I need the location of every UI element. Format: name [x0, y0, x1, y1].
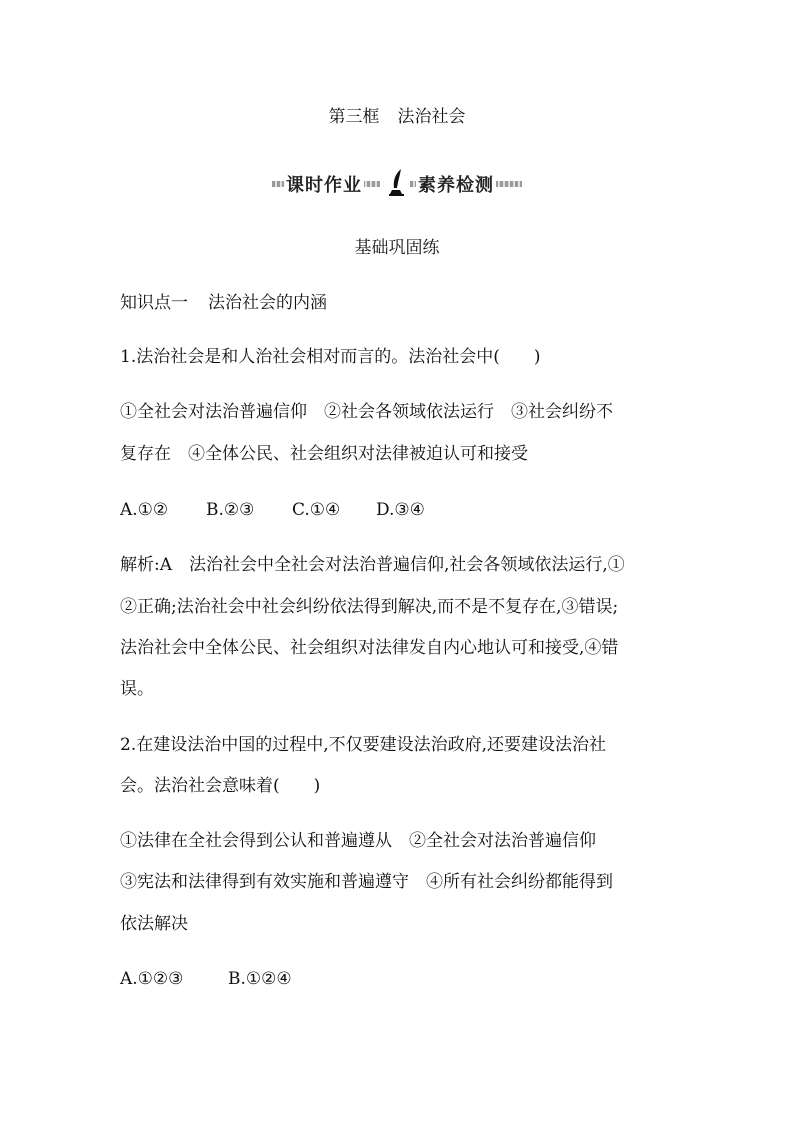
- option-c[interactable]: C.①④: [292, 500, 341, 520]
- question-2-statement-line: ③宪法和法律得到有效实施和普遍遵守 ④所有社会纠纷都能得到: [120, 872, 613, 892]
- quill-pen-icon: [384, 168, 410, 198]
- knowledge-point-label: 知识点一: [120, 293, 188, 313]
- question-1-analysis-line: ②正确;法治社会中社会纠纷依法得到解决,而不是不复存在,③错误;: [120, 597, 619, 617]
- question-1-analysis-line: 误。: [120, 679, 154, 699]
- knowledge-point-heading: [120, 292, 680, 314]
- question-1-statement-line: 复存在 ④全体公民、社会组织对法律被迫认可和接受: [120, 444, 528, 464]
- question-2-statement-line: 依法解决: [120, 914, 188, 934]
- lesson-title: 法治社会: [397, 107, 466, 127]
- homework-banner: [272, 168, 522, 198]
- question-1-options: [120, 499, 680, 521]
- option-d[interactable]: D.③④: [376, 500, 425, 520]
- option-b[interactable]: B.②③: [206, 500, 255, 520]
- question-1-analysis-line: 法治社会中全体公民、社会组织对法律发自内心地认可和接受,④错: [120, 638, 619, 658]
- question-2-stem-line: 2.在建设法治中国的过程中,不仅要建设法治政府,还要建设法治社: [120, 735, 607, 755]
- question-2-options: [120, 968, 680, 990]
- question-1-analysis-line: 解析:A 法治社会中全社会对法治普遍信仰,社会各领域依法运行,①: [120, 555, 625, 575]
- question-2-statement-line: ①法律在全社会得到公认和普遍遵从 ②全社会对法治普遍信仰: [120, 831, 596, 851]
- question-1-stem: 1.法治社会是和人治社会相对而言的。法治社会中( ): [120, 347, 541, 367]
- option-a[interactable]: A.①②: [120, 500, 169, 520]
- banner-left-text: 课时作业: [284, 171, 364, 197]
- lesson-label: 第三框: [328, 107, 380, 127]
- knowledge-point-title: 法治社会的内涵: [208, 293, 327, 313]
- banner-right-text: 素养检测: [416, 171, 496, 197]
- option-b[interactable]: B.①②④: [228, 969, 292, 989]
- question-2-stem-line: 会。法治社会意味着( ): [120, 776, 321, 796]
- question-1-statement-line: ①全社会对法治普遍信仰 ②社会各领域依法运行 ③社会纠纷不: [120, 402, 613, 422]
- page-title: [0, 106, 794, 128]
- section-title: 基础巩固练: [354, 238, 440, 258]
- option-a[interactable]: A.①②③: [120, 969, 184, 989]
